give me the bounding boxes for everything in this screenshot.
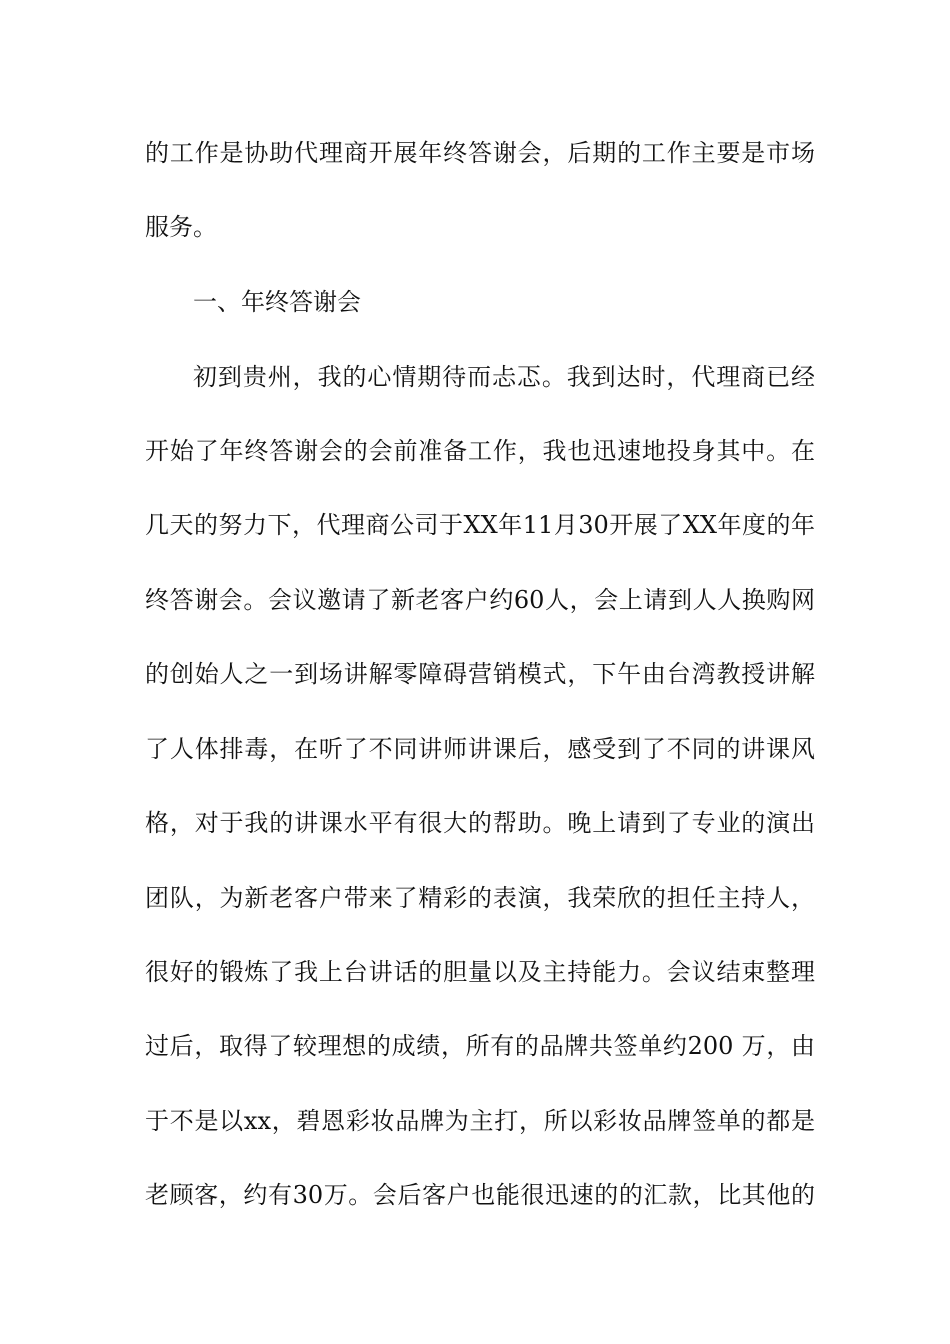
text-line: 于不是以xx，碧恩彩妆品牌为主打，所以彩妆品牌签单的都是 [145, 1107, 815, 1135]
text-line: 几天的努力下，代理商公司于XX年11月30开展了XX年度的年 [145, 511, 815, 539]
section-heading: 一、年终答谢会 [193, 288, 361, 316]
text-line: 初到贵州，我的心情期待而忐忑。我到达时，代理商已经 [193, 363, 815, 391]
text-line: 服务。 [145, 213, 217, 241]
text-line: 团队，为新老客户带来了精彩的表演，我荣欣的担任主持人， [145, 884, 815, 912]
text-line: 了人体排毒，在听了不同讲师讲课后，感受到了不同的讲课风 [145, 735, 815, 763]
text-line: 过后，取得了较理想的成绩，所有的品牌共签单约200 万，由 [145, 1032, 815, 1060]
text-line: 很好的锻炼了我上台讲话的胆量以及主持能力。会议结束整理 [145, 958, 815, 986]
text-line: 开始了年终答谢会的会前准备工作，我也迅速地投身其中。在 [145, 437, 815, 465]
text-line: 终答谢会。会议邀请了新老客户约60人，会上请到人人换购网 [145, 586, 815, 614]
text-line: 的创始人之一到场讲解零障碍营销模式，下午由台湾教授讲解 [145, 660, 815, 688]
text-line: 格，对于我的讲课水平有很大的帮助。晚上请到了专业的演出 [145, 809, 815, 837]
text-line: 老顾客，约有30万。会后客户也能很迅速的的汇款，比其他的 [145, 1181, 815, 1209]
text-line: 的工作是协助代理商开展年终答谢会，后期的工作主要是市场 [145, 139, 815, 167]
